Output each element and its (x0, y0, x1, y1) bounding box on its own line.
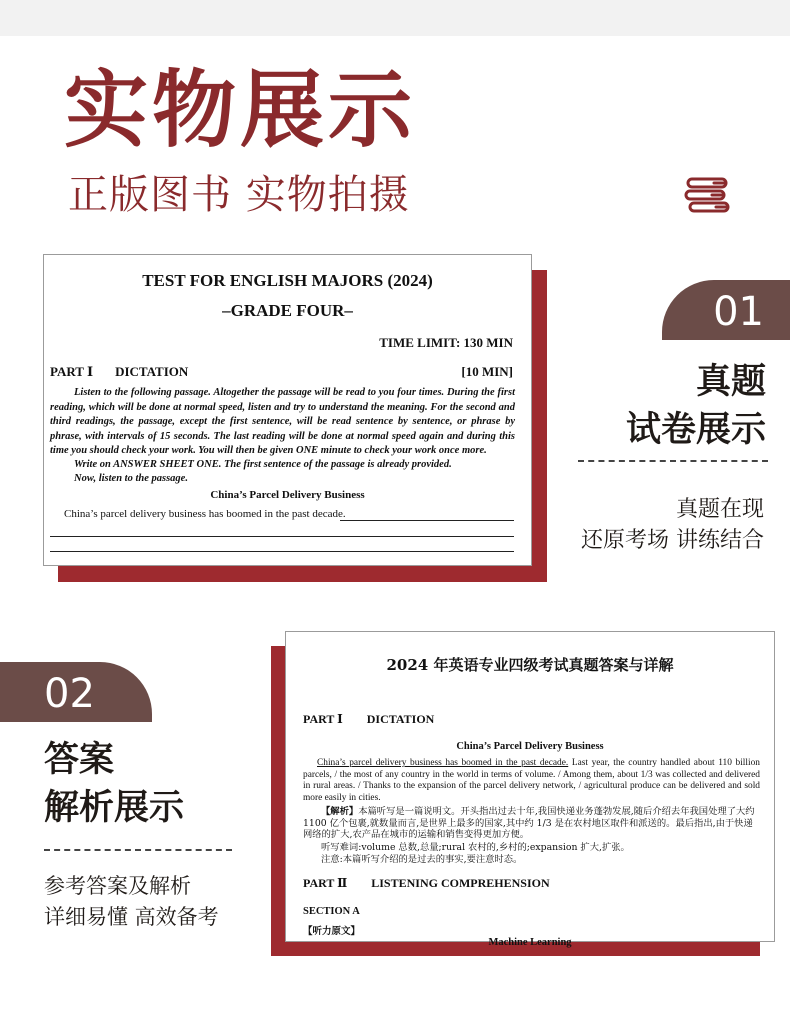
page-subtitle: 正版图书 实物拍摄 (68, 172, 410, 218)
section-number: 02 (44, 671, 95, 717)
exam-instructions: Listen to the following passage. Altogether the passage will be read to you four times. During the first reading, which will be done at normal speed, listen and try to understand the meaning. For the second and third readings, the passage, except the first sentence, will be read sentence by sentence, or phrase by phrase, with intervals of 15 seconds. The last reading will be done at normal speed again and during this time you should check your work. You will then be given ONE minute to check your work once more. (50, 387, 515, 457)
section2-heading (44, 736, 184, 832)
section1-tagline-line: 还原考场 讲练结合 (581, 528, 764, 553)
section1-tagline-line: 真题在现 (675, 497, 764, 522)
answer-vocab (303, 842, 760, 854)
books-stack-icon (684, 170, 732, 218)
exam-grade: –GRADE FOUR– (222, 301, 353, 320)
section2-heading-line: 解析展示 (44, 788, 185, 828)
section1-heading (626, 358, 766, 454)
answer-passage (303, 758, 760, 804)
top-band (0, 0, 790, 36)
answer-part2-heading (303, 876, 550, 891)
section-number-badge-02 (0, 662, 152, 722)
page-title: 实物展示 (64, 61, 417, 159)
section-number-badge-01 (662, 280, 790, 340)
answer-passage-first: China’s parcel delivery business has boomed in the past decade. (317, 758, 569, 768)
answer-original-label: 【听力原文】 (303, 926, 361, 937)
answer-section-label: SECTION A (303, 906, 360, 917)
answer-paper-photo (285, 631, 775, 948)
analysis-tag: 【解析】 (321, 806, 359, 817)
exam-first-sentence: China’s parcel delivery business has boomed in the past decade. (64, 508, 346, 520)
answer-part1-label: PART Ⅰ (303, 712, 343, 726)
section2-tagline-line: 参考答案及解析 (44, 874, 191, 898)
answer-title: 2024 年英语专业四级考试真题答案与详解 (386, 656, 674, 674)
answer-part2-label: PART Ⅱ (303, 876, 348, 890)
section1-heading-line: 真题 (695, 362, 766, 402)
exam-time-limit: TIME LIMIT: 130 MIN (379, 335, 513, 350)
dashed-divider (578, 460, 768, 462)
section1-tagline (581, 494, 764, 556)
exam-part-name: DICTATION (115, 364, 189, 379)
exam-instructions-block (50, 386, 515, 459)
exam-part-minutes: [10 MIN] (461, 364, 513, 379)
answer-part1-heading (303, 712, 434, 727)
exam-part-label: PART Ⅰ (50, 364, 94, 379)
section1-heading-line: 试卷展示 (625, 410, 766, 450)
exam-passage-title: China’s Parcel Delivery Business (210, 489, 365, 501)
answer-line (50, 536, 514, 537)
answer-analysis (303, 806, 760, 841)
section2-tagline (44, 871, 219, 933)
dashed-divider (44, 849, 232, 851)
answer-passage-rest: Last year, the country handled about 110 billion parcels, / the most of any country in the world in terms of volume. / Among them, about 1/3 was collected and delivered in rural areas. / Thanks to the expansion of the parcel delivery network, / agricultural produce can be delivered and sold more easily in cities. (303, 758, 760, 803)
exam-instruction-write: Write on ANSWER SHEET ONE. The first sentence of the passage is already provided. (74, 459, 452, 470)
answer-cut-heading: Machine Learning (488, 937, 572, 948)
analysis-text: 本篇听写是一篇说明文。开头指出过去十年,我国快递业务蓬勃发展,随后介绍去年我国处理了大约 1100 亿个包裹,就数量而言,是世界上最多的国家,其中约 1/3 是在农村地区取件和派送的。最后指出,由于快递网络的扩大,农产品在城市的运输和销售变得更加方便。 (303, 806, 755, 841)
answer-line (50, 551, 514, 552)
answer-part2-name: LISTENING COMPREHENSION (371, 876, 550, 890)
exam-title: TEST FOR ENGLISH MAJORS (2024) (142, 271, 433, 290)
exam-instruction-listen: Now, listen to the passage. (74, 473, 188, 484)
vocab-text: 听写难词:volume 总数,总量;rural 农村的,乡村的;expansion 扩大,扩张。 (321, 842, 630, 853)
section2-heading-line: 答案 (44, 740, 115, 780)
section2-tagline-line: 详细易懂 高效备考 (44, 905, 219, 929)
note-text: 注意:本篇听写介绍的是过去的事实,要注意时态。 (321, 854, 523, 865)
section-number: 01 (713, 289, 764, 335)
answer-passage-title: China’s Parcel Delivery Business (456, 741, 604, 752)
exam-paper-photo (43, 254, 532, 566)
exam-part-heading (50, 364, 188, 380)
answer-part1-name: DICTATION (366, 712, 435, 726)
answer-note (303, 854, 760, 866)
answer-line (340, 520, 514, 521)
